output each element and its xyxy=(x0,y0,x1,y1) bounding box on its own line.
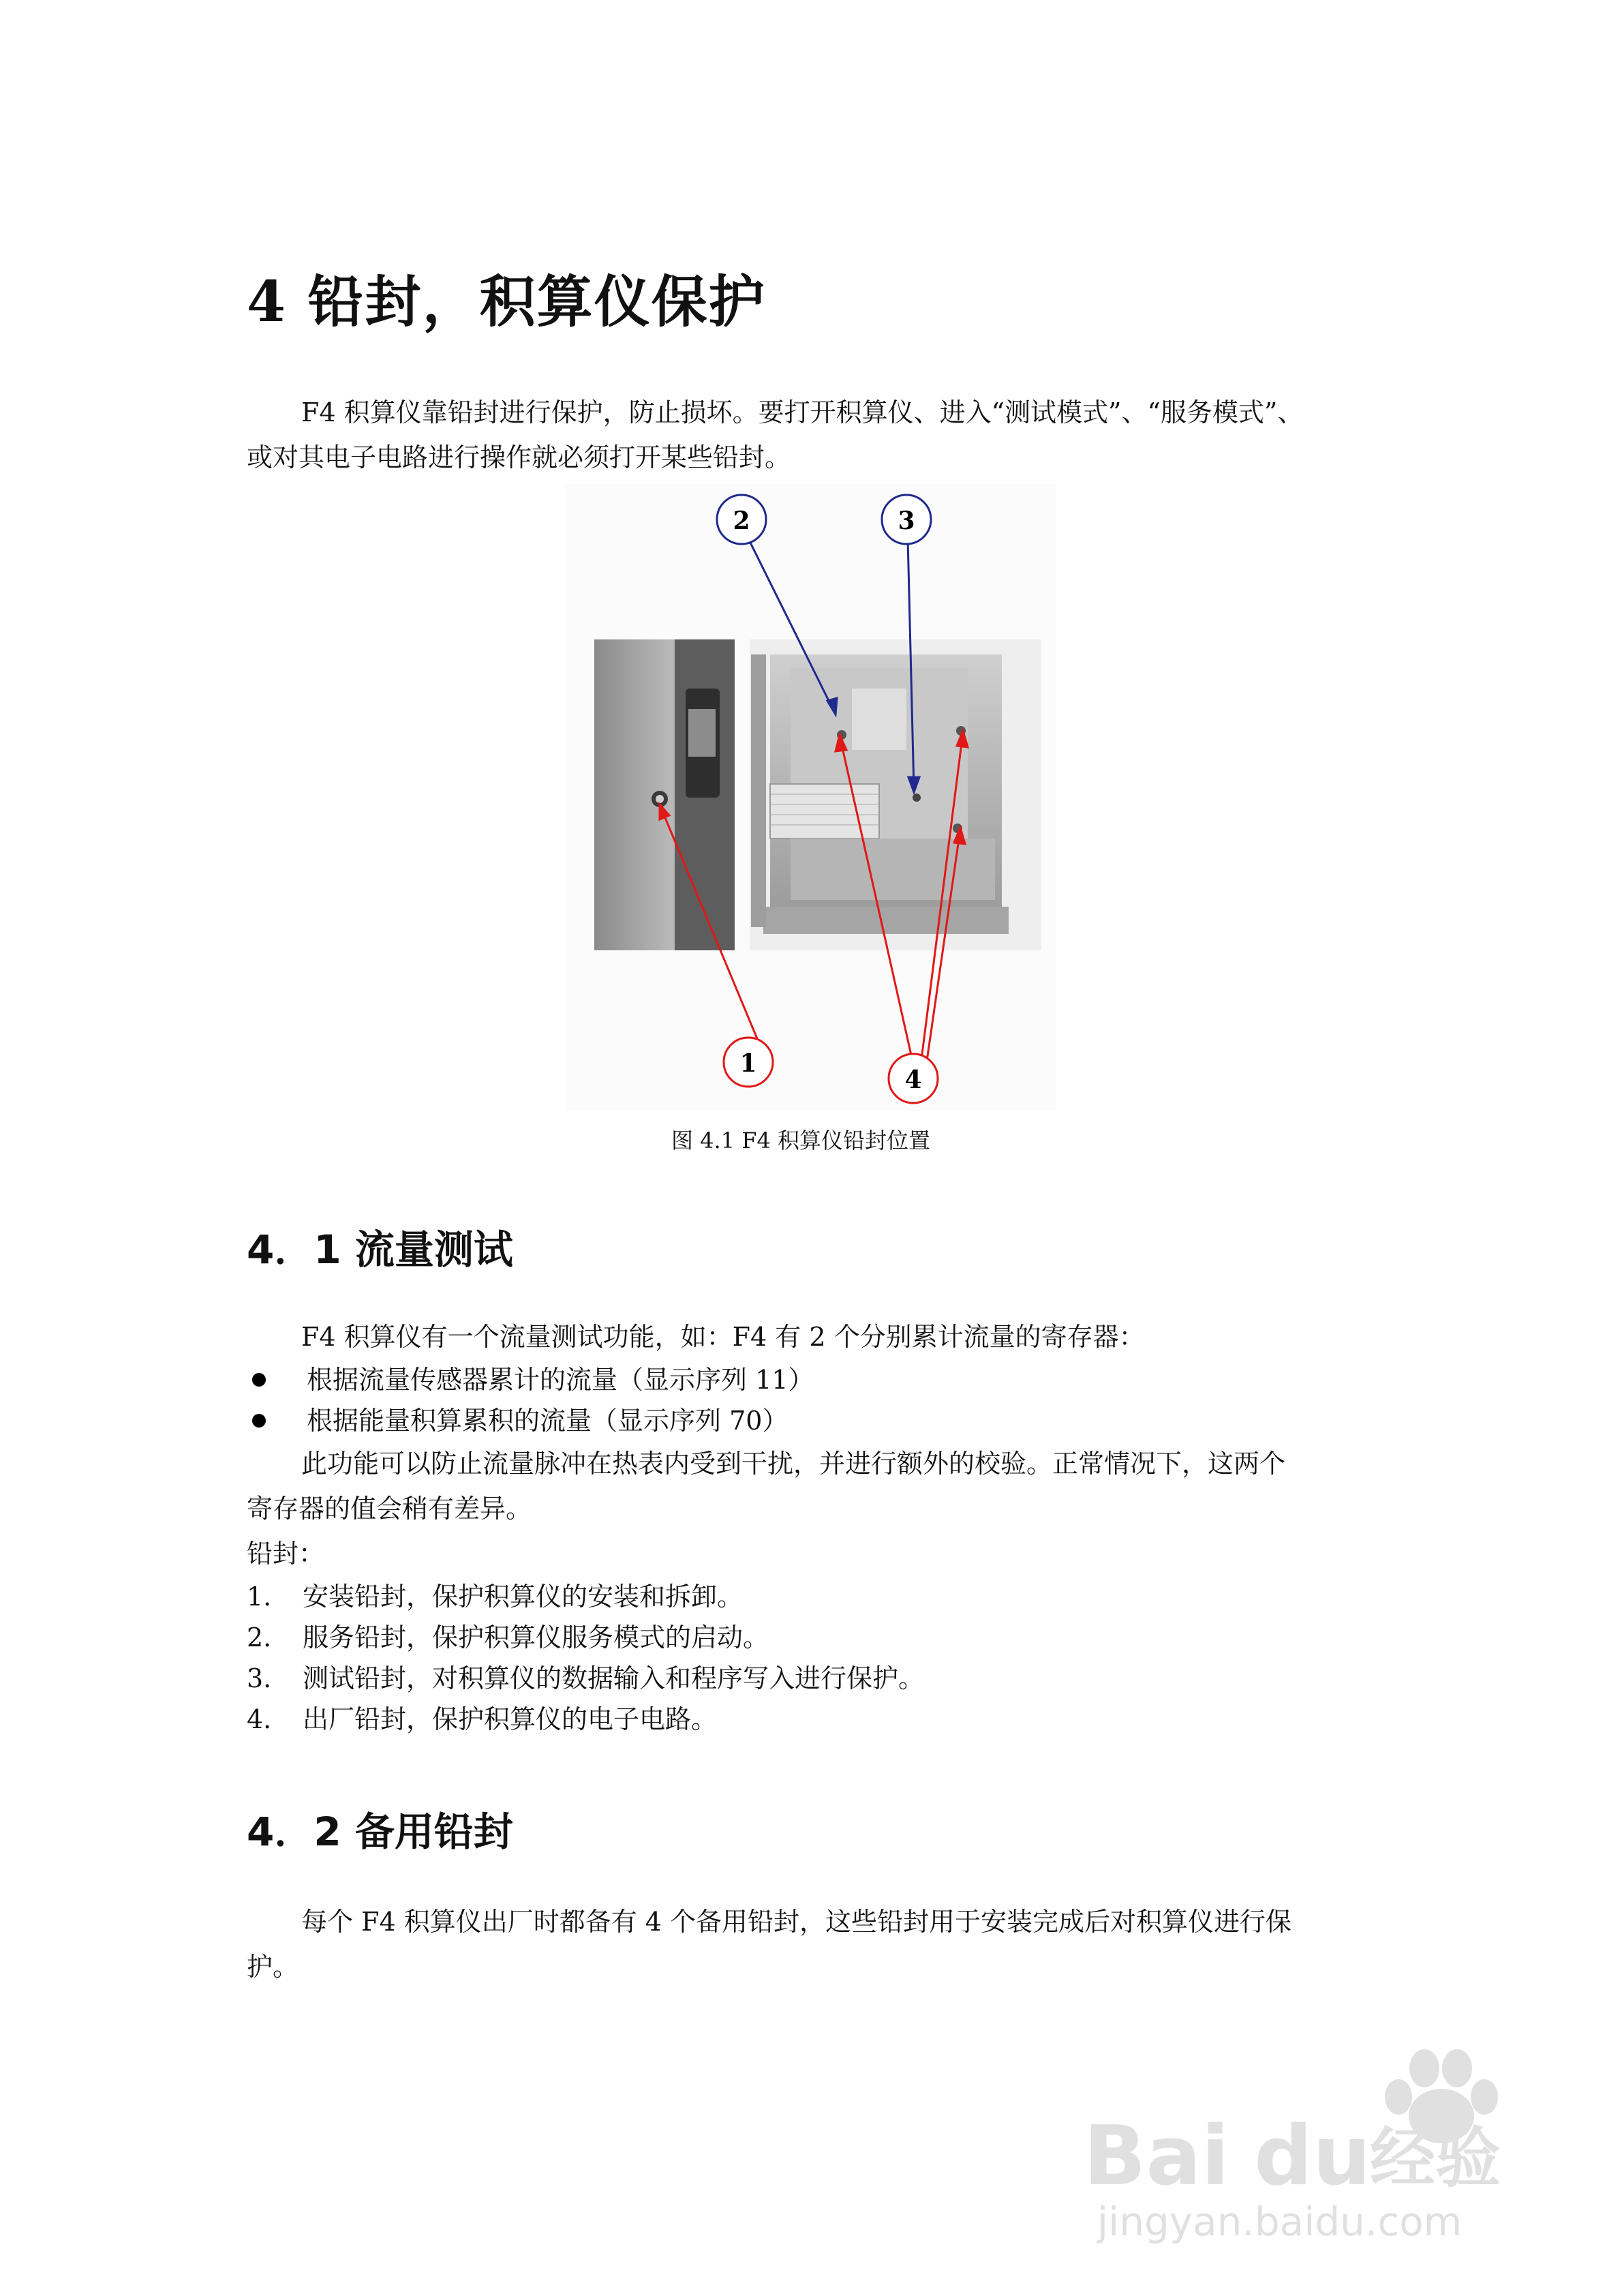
bullet-icon xyxy=(252,1414,266,1428)
seal-list-item xyxy=(247,1658,1392,1699)
baidu-paw-logo xyxy=(1084,2041,1520,2246)
callout-2 xyxy=(717,495,766,544)
seal-label: 铅封： xyxy=(247,1539,325,1569)
figure-seal-positions xyxy=(566,484,1056,1111)
page-title: 4 铅封，积算仪保护 xyxy=(247,269,766,335)
svg-text:4: 4 xyxy=(904,1066,922,1094)
list-text: 出厂铅封，保护积算仪的电子电路。 xyxy=(303,1704,718,1734)
device-side-photo xyxy=(594,639,735,950)
baidu-watermark xyxy=(1084,2041,1520,2248)
bullet-item xyxy=(247,1400,1392,1441)
bullet-text: 根据能量积算累积的流量（显示序列 70） xyxy=(307,1406,789,1436)
list-text: 测试铅封，对积算仪的数据输入和程序写入进行保护。 xyxy=(303,1663,925,1693)
list-number: 3. xyxy=(247,1663,272,1693)
intro-line-1: F4 积算仪靠铅封进行保护，防止损坏。要打开积算仪、进入“测试模式”、“服务模式”、 xyxy=(301,397,1304,427)
list-text: 服务铅封，保护积算仪服务模式的启动。 xyxy=(303,1622,769,1652)
svg-text:2: 2 xyxy=(733,507,750,535)
svg-text:经验: 经验 xyxy=(1370,2120,1501,2196)
list-number: 4. xyxy=(247,1704,272,1734)
list-number: 2. xyxy=(247,1622,272,1652)
bullet-item xyxy=(247,1359,1392,1400)
svg-text:jingyan.baidu.com: jingyan.baidu.com xyxy=(1097,2199,1463,2245)
list-number: 1. xyxy=(247,1582,272,1612)
intro-paragraph xyxy=(247,390,1392,480)
svg-text:1: 1 xyxy=(739,1049,757,1078)
intro-line-2: 或对其电子电路进行操作就必须打开某些铅封。 xyxy=(247,442,791,472)
svg-text:du: du xyxy=(1254,2109,1371,2204)
seal-list-item xyxy=(247,1576,1392,1617)
seal-list-item xyxy=(247,1699,1392,1740)
section-4-2-title: 4．2 备用铅封 xyxy=(247,1809,513,1855)
section-4-1-intro: F4 积算仪有一个流量测试功能，如：F4 有 2 个分别累计流量的寄存器： xyxy=(301,1322,1145,1352)
callout-4 xyxy=(889,1054,938,1103)
section-4-1-p2-line-2: 寄存器的值会稍有差异。 xyxy=(247,1494,532,1524)
device-interior-photo xyxy=(750,639,1041,950)
bullet-text: 根据流量传感器累计的流量（显示序列 11） xyxy=(307,1365,814,1395)
section-4-1-title: 4．1 流量测试 xyxy=(247,1226,513,1273)
bullet-icon xyxy=(252,1373,266,1387)
section-4-1-p2-line-1: 此功能可以防止流量脉冲在热表内受到干扰，并进行额外的校验。正常情况下，这两个 xyxy=(301,1449,1286,1479)
section-4-2-line-1: 每个 F4 积算仪出厂时都备有 4 个备用铅封，这些铅封用于安装完成后对积算仪进行保 xyxy=(301,1907,1292,1937)
callout-1 xyxy=(724,1038,773,1087)
seal-list-item xyxy=(247,1617,1392,1658)
list-text: 安装铅封，保护积算仪的安装和拆卸。 xyxy=(303,1582,744,1612)
section-4-2-line-2: 护。 xyxy=(247,1952,299,1982)
callout-3 xyxy=(882,495,931,544)
svg-text:3: 3 xyxy=(898,507,915,535)
section-4-2-body xyxy=(247,1899,1392,1989)
svg-text:Bai: Bai xyxy=(1084,2109,1229,2204)
figure-illustration xyxy=(566,484,1056,1111)
figure-caption: 图 4.1 F4 积算仪铅封位置 xyxy=(671,1128,930,1153)
section-4-1-body xyxy=(247,1314,1392,1740)
